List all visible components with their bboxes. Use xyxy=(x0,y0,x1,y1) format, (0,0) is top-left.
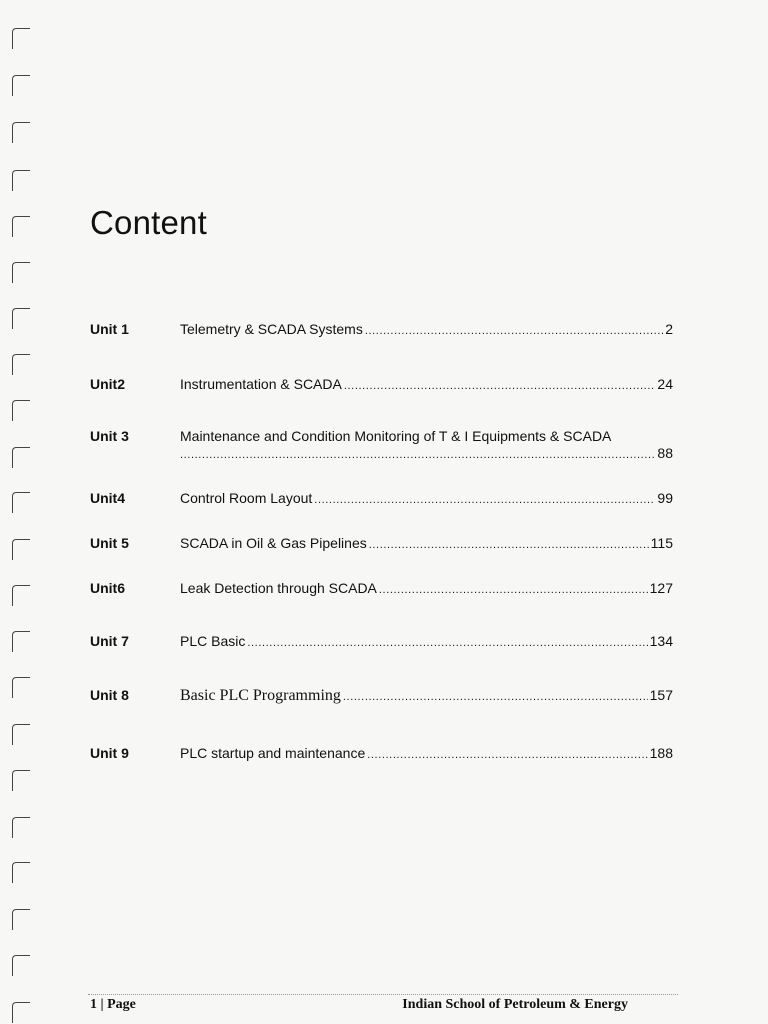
dot-leader xyxy=(314,494,655,506)
binder-ring xyxy=(12,909,30,930)
toc-entry-title: Control Room Layout xyxy=(180,490,313,506)
toc-entry-line xyxy=(180,376,673,392)
dot-leader xyxy=(343,691,648,703)
toc-unit-label: Unit 9 xyxy=(90,745,129,761)
toc-entry-title: Instrumentation & SCADA xyxy=(180,376,342,392)
toc-entry-line xyxy=(180,535,673,551)
binder-ring xyxy=(12,677,30,698)
dot-leader xyxy=(379,584,648,596)
binder-ring xyxy=(12,170,30,191)
binder-ring xyxy=(12,817,30,838)
binder-ring xyxy=(12,955,30,976)
toc-entry-line xyxy=(180,633,673,649)
dot-leader xyxy=(180,449,655,461)
binder-ring xyxy=(12,539,30,560)
toc-page-number: 99 xyxy=(657,490,673,506)
binder-ring xyxy=(12,28,30,49)
toc-entry-leader-line xyxy=(180,445,673,461)
binder-ring xyxy=(12,122,30,143)
page-title: Content xyxy=(90,204,207,241)
toc-unit-label: Unit6 xyxy=(90,580,125,596)
toc-unit-label: Unit 7 xyxy=(90,633,129,649)
binder-ring xyxy=(12,770,30,791)
toc-entry-title: Basic PLC Programming xyxy=(180,687,341,704)
toc-page-number: 188 xyxy=(649,745,673,761)
binder-ring xyxy=(12,1002,30,1023)
toc-page-number: 115 xyxy=(650,535,673,551)
toc-entry-line xyxy=(180,745,673,761)
toc-entry-title: SCADA in Oil & Gas Pipelines xyxy=(180,535,367,551)
binder-ring xyxy=(12,862,30,883)
dot-leader xyxy=(344,380,656,392)
binder-ring xyxy=(12,262,30,283)
toc-entry-title: PLC startup and maintenance xyxy=(180,745,366,761)
dot-leader xyxy=(365,325,663,337)
toc-entry-title: PLC Basic xyxy=(180,633,246,649)
dot-leader xyxy=(369,539,649,551)
toc-unit-label: Unit 3 xyxy=(90,428,129,444)
binder-ring xyxy=(12,308,30,329)
dot-leader xyxy=(247,637,647,649)
footer-institution: Indian School of Petroleum & Energy xyxy=(402,997,628,1012)
toc-entry-line xyxy=(180,428,673,461)
footer-divider xyxy=(88,994,678,995)
toc-page-number: 157 xyxy=(649,687,673,703)
toc-entry-line xyxy=(180,580,673,596)
binder-ring xyxy=(12,724,30,745)
binder-ring xyxy=(12,400,30,421)
toc-page-number: 134 xyxy=(649,633,673,649)
toc-unit-label: Unit4 xyxy=(90,490,125,506)
binder-ring xyxy=(12,75,30,96)
toc-entry-line xyxy=(180,321,673,337)
toc-unit-label: Unit2 xyxy=(90,376,125,392)
binder-ring xyxy=(12,631,30,652)
toc-unit-label: Unit 8 xyxy=(90,687,129,703)
binder-ring xyxy=(12,354,30,375)
binder-ring xyxy=(12,492,30,513)
dot-leader xyxy=(367,749,647,761)
toc-page-number: 24 xyxy=(657,376,673,392)
toc-unit-label: Unit 5 xyxy=(90,535,129,551)
toc-page-number: 2 xyxy=(665,321,673,337)
toc-entry-line xyxy=(180,687,673,705)
binder-ring xyxy=(12,447,30,468)
toc-page-number: 88 xyxy=(657,445,673,461)
toc-entry-title: Leak Detection through SCADA xyxy=(180,580,377,596)
toc-entry-line xyxy=(180,490,673,506)
toc-unit-label: Unit 1 xyxy=(90,321,129,337)
footer-page-label: 1 | Page xyxy=(90,997,136,1012)
binder-rings xyxy=(0,0,40,1024)
toc-page-number: 127 xyxy=(649,580,673,596)
binder-ring xyxy=(12,216,30,237)
toc-entry-title: Maintenance and Condition Monitoring of T & I Equipments & SCADA xyxy=(180,428,612,444)
binder-ring xyxy=(12,585,30,606)
toc-entry-title: Telemetry & SCADA Systems xyxy=(180,321,363,337)
